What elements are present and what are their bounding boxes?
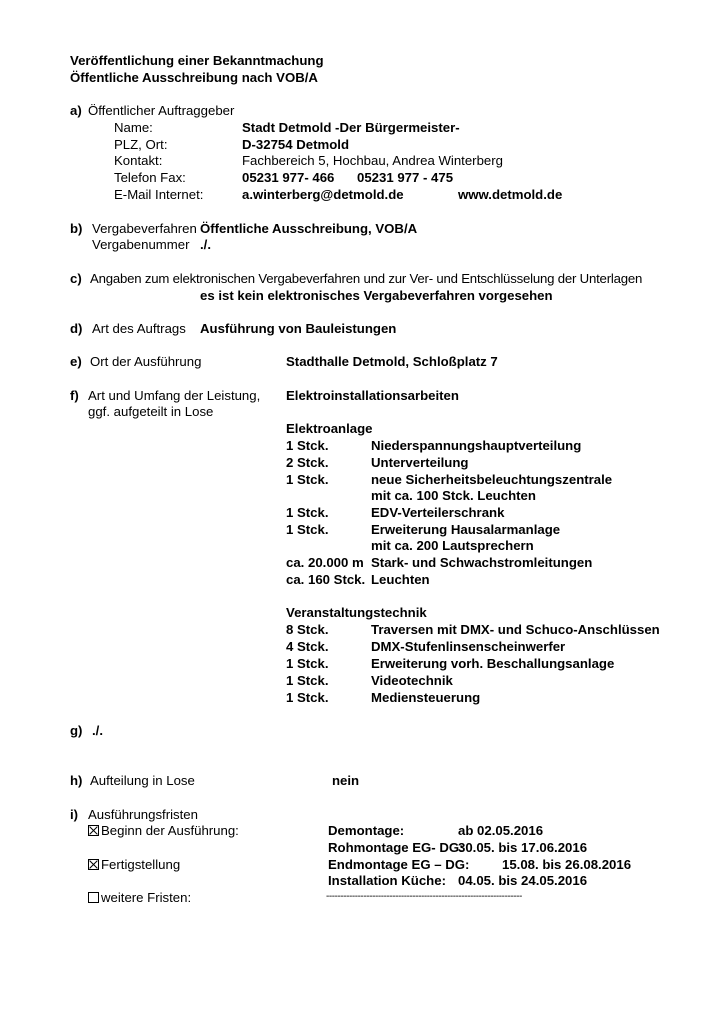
header-line-2: Öffentliche Ausschreibung nach VOB/A bbox=[70, 70, 318, 85]
section-f-text-1: Art und Umfang der Leistung, bbox=[88, 388, 261, 403]
section-i-title: Ausführungsfristen bbox=[88, 807, 198, 822]
section-h-label: h) bbox=[70, 773, 83, 788]
item-desc: Traversen mit DMX- und Schuco-Anschlüssen bbox=[371, 622, 660, 637]
endmontage-label: Endmontage EG – DG: bbox=[328, 857, 470, 872]
item-desc: Niederspannungshauptverteilung bbox=[371, 438, 582, 453]
item-desc: Mediensteuerung bbox=[371, 690, 481, 705]
vergabenummer-label: Vergabenummer bbox=[92, 237, 190, 252]
plz-value: D-32754 Detmold bbox=[242, 137, 350, 152]
group-elektroanlage-title: Elektroanlage bbox=[286, 421, 373, 436]
fax-value: 05231 977 - 475 bbox=[357, 170, 454, 185]
weitere-fristen-dashes: -------------------------------------------------------------------- bbox=[326, 891, 522, 902]
item-desc: mit ca. 200 Lautsprechern bbox=[371, 538, 534, 553]
item-qty: 1 Stck. bbox=[286, 673, 329, 688]
name-value: Stadt Detmold -Der Bürgermeister- bbox=[242, 120, 460, 135]
item-desc: EDV-Verteilerschrank bbox=[371, 505, 505, 520]
item-desc: Leuchten bbox=[371, 572, 430, 587]
fertigstellung-checkbox[interactable] bbox=[88, 859, 99, 870]
email-link[interactable]: a.winterberg@detmold.de bbox=[242, 187, 404, 202]
item-qty: 8 Stck. bbox=[286, 622, 329, 637]
demontage-label: Demontage: bbox=[328, 823, 405, 838]
section-d-label: d) bbox=[70, 321, 83, 336]
section-h-value: nein bbox=[332, 773, 360, 788]
section-h-text: Aufteilung in Lose bbox=[90, 773, 195, 788]
section-c-text: Angaben zum elektronischen Vergabeverfahren und zur Ver- und Entschlüsselung der Unterlagen bbox=[90, 271, 643, 286]
item-qty: ca. 160 Stck. bbox=[286, 572, 366, 587]
section-d-text: Art des Auftrags bbox=[92, 321, 186, 336]
section-c-label: c) bbox=[70, 271, 82, 286]
demontage-value: ab 02.05.2016 bbox=[458, 823, 544, 838]
kontakt-label: Kontakt: bbox=[114, 153, 163, 168]
vergabeverfahren-value: Öffentliche Ausschreibung, VOB/A bbox=[200, 221, 418, 236]
kueche-label: Installation Küche: bbox=[328, 873, 446, 888]
vergabenummer-value: ./. bbox=[200, 237, 211, 252]
kueche-value: 04.05. bis 24.05.2016 bbox=[458, 873, 588, 888]
section-g-label: g) bbox=[70, 723, 83, 738]
item-qty: 1 Stck. bbox=[286, 522, 329, 537]
item-desc: neue Sicherheitsbeleuchtungszentrale bbox=[371, 472, 613, 487]
vergabeverfahren-label: Vergabeverfahren bbox=[92, 221, 197, 236]
item-qty: 1 Stck. bbox=[286, 438, 329, 453]
section-c-value: es ist kein elektronisches Vergabeverfahren vorgesehen bbox=[200, 288, 553, 303]
item-desc: DMX-Stufenlinsenscheinwerfer bbox=[371, 639, 566, 654]
fertigstellung-row bbox=[88, 857, 180, 874]
rohmontage-value: 30.05. bis 17.06.2016 bbox=[458, 840, 588, 855]
name-label: Name: bbox=[114, 120, 153, 135]
section-d-value: Ausführung von Bauleistungen bbox=[200, 321, 397, 336]
telefon-value: 05231 977- 466 bbox=[242, 170, 335, 185]
item-desc: Videotechnik bbox=[371, 673, 453, 688]
rohmontage-label: Rohmontage EG- DG: bbox=[328, 840, 464, 855]
beginn-label: Beginn der Ausführung: bbox=[101, 823, 239, 838]
kontakt-value: Fachbereich 5, Hochbau, Andrea Winterberg bbox=[242, 153, 503, 168]
section-a-title: Öffentlicher Auftraggeber bbox=[88, 103, 235, 118]
item-qty: 1 Stck. bbox=[286, 690, 329, 705]
weitere-fristen-row bbox=[88, 890, 191, 907]
beginn-checkbox[interactable] bbox=[88, 825, 99, 836]
item-qty: 1 Stck. bbox=[286, 472, 329, 487]
item-qty: 2 Stck. bbox=[286, 455, 329, 470]
section-b-label: b) bbox=[70, 221, 83, 236]
item-desc: Unterverteilung bbox=[371, 455, 469, 470]
section-e-value: Stadthalle Detmold, Schloßplatz 7 bbox=[286, 354, 498, 369]
beginn-row bbox=[88, 823, 239, 840]
item-desc: Stark- und Schwachstromleitungen bbox=[371, 555, 593, 570]
item-desc: mit ca. 100 Stck. Leuchten bbox=[371, 488, 536, 503]
header-line-1: Veröffentlichung einer Bekanntmachung bbox=[70, 53, 324, 68]
weitere-fristen-label: weitere Fristen: bbox=[101, 890, 192, 905]
weitere-fristen-checkbox[interactable] bbox=[88, 892, 99, 903]
section-f-label: f) bbox=[70, 388, 79, 403]
item-qty: 4 Stck. bbox=[286, 639, 329, 654]
plz-label: PLZ, Ort: bbox=[114, 137, 168, 152]
section-g-value: ./. bbox=[92, 723, 103, 738]
section-e-text: Ort der Ausführung bbox=[90, 354, 202, 369]
website-link[interactable]: www.detmold.de bbox=[458, 187, 563, 202]
section-e-label: e) bbox=[70, 354, 82, 369]
section-a-label: a) bbox=[70, 103, 82, 118]
item-qty: ca. 20.000 m bbox=[286, 555, 364, 570]
item-qty: 1 Stck. bbox=[286, 656, 329, 671]
group-veranstaltungstechnik-title: Veranstaltungstechnik bbox=[286, 605, 427, 620]
item-desc: Erweiterung vorh. Beschallungsanlage bbox=[371, 656, 615, 671]
fertigstellung-label: Fertigstellung bbox=[101, 857, 181, 872]
telefon-fax-label: Telefon Fax: bbox=[114, 170, 186, 185]
section-f-value: Elektroinstallationsarbeiten bbox=[286, 388, 459, 403]
item-qty: 1 Stck. bbox=[286, 505, 329, 520]
section-f-text-2: ggf. aufgeteilt in Lose bbox=[88, 404, 214, 419]
email-internet-label: E-Mail Internet: bbox=[114, 187, 204, 202]
section-i-label: i) bbox=[70, 807, 79, 822]
endmontage-value: 15.08. bis 26.08.2016 bbox=[502, 857, 632, 872]
item-desc: Erweiterung Hausalarmanlage bbox=[371, 522, 561, 537]
